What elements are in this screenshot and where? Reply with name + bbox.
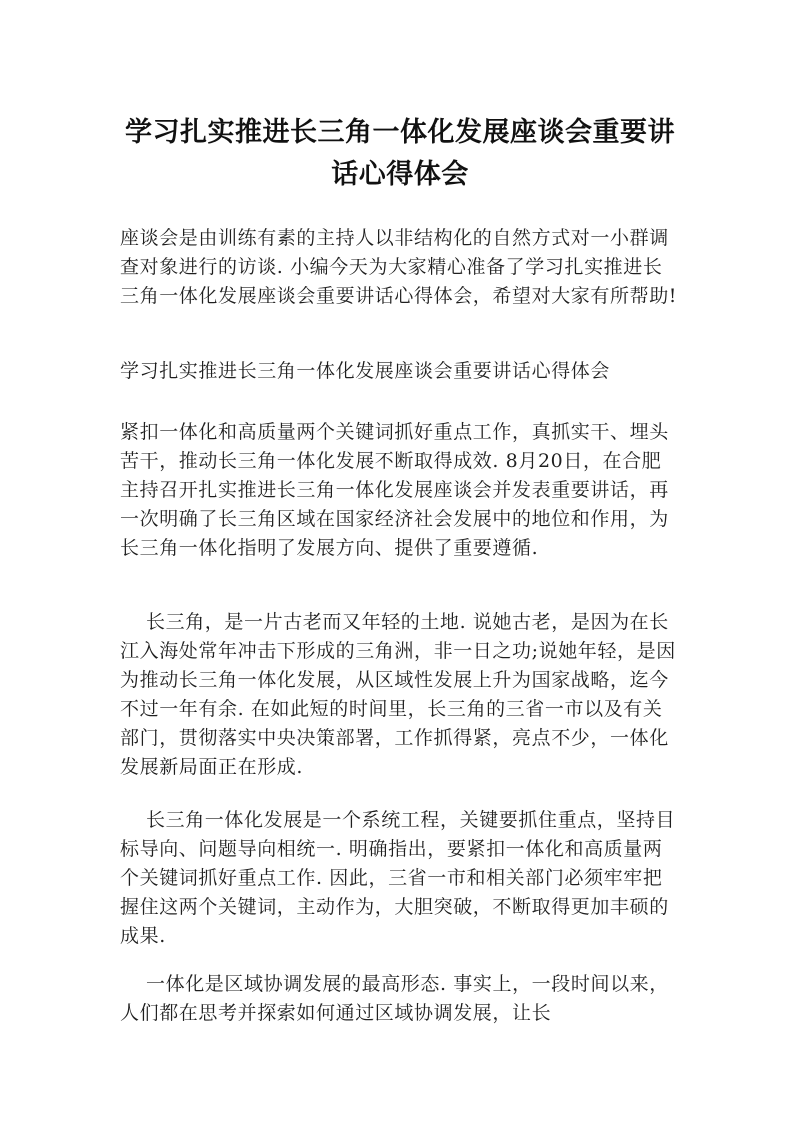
section-heading: 学习扎实推进长三角一体化发展座谈会重要讲话心得体会 [120,360,611,382]
body-paragraph-1: 紧扣一体化和高质量两个关键词抓好重点工作，真抓实干、埋头苦干，推动长三角一体化发展不断取得成效. 8月20日，在合肥主持召开扎实推进长三角一体化发展座谈会并发表重要讲话，再一次明确了长三角区域在国家经济社会发展中的地位和作用，为长三角一体化指明了发展方向、提供了重要遵循. [120,421,669,559]
body-paragraph-2: 长三角，是一片古老而又年轻的土地. 说她古老，是因为在长江入海处常年冲击下形成的三角洲，非一日之功;说她年轻，是因为推动长三角一体化发展，从区域性发展上升为国家战略，迄今不过一年有余. 在如此短的时间里，长三角的三省一市以及有关部门，贯彻落实中央决策部署，工作抓得紧，亮点不少，一体化发展新局面正在形成. [120,611,676,778]
document-title: 学习扎实推进长三角一体化发展座谈会重要讲话心得体会 [125,117,675,190]
body-paragraph-4: 一体化是区域协调发展的最高形态. 事实上，一段时间以来，人们都在思考并探索如何通过区域协调发展，让长 [120,973,669,1024]
body-paragraph-3: 长三角一体化发展是一个系统工程，关键要抓住重点，坚持目标导向、问题导向相统一. 明确指出，要紧扣一体化和高质量两个关键词抓好重点工作. 因此，三省一市和相关部门必须牢牢把握住这两个关键词，主动作为，大胆突破，不断取得更加丰硕的成果. [120,809,676,947]
intro-paragraph: 座谈会是由训练有素的主持人以非结构化的自然方式对一小群调查对象进行的访谈. 小编今天为大家精心准备了学习扎实推进长三角一体化发展座谈会重要讲话心得体会，希望对大家有所帮助! [120,227,678,307]
